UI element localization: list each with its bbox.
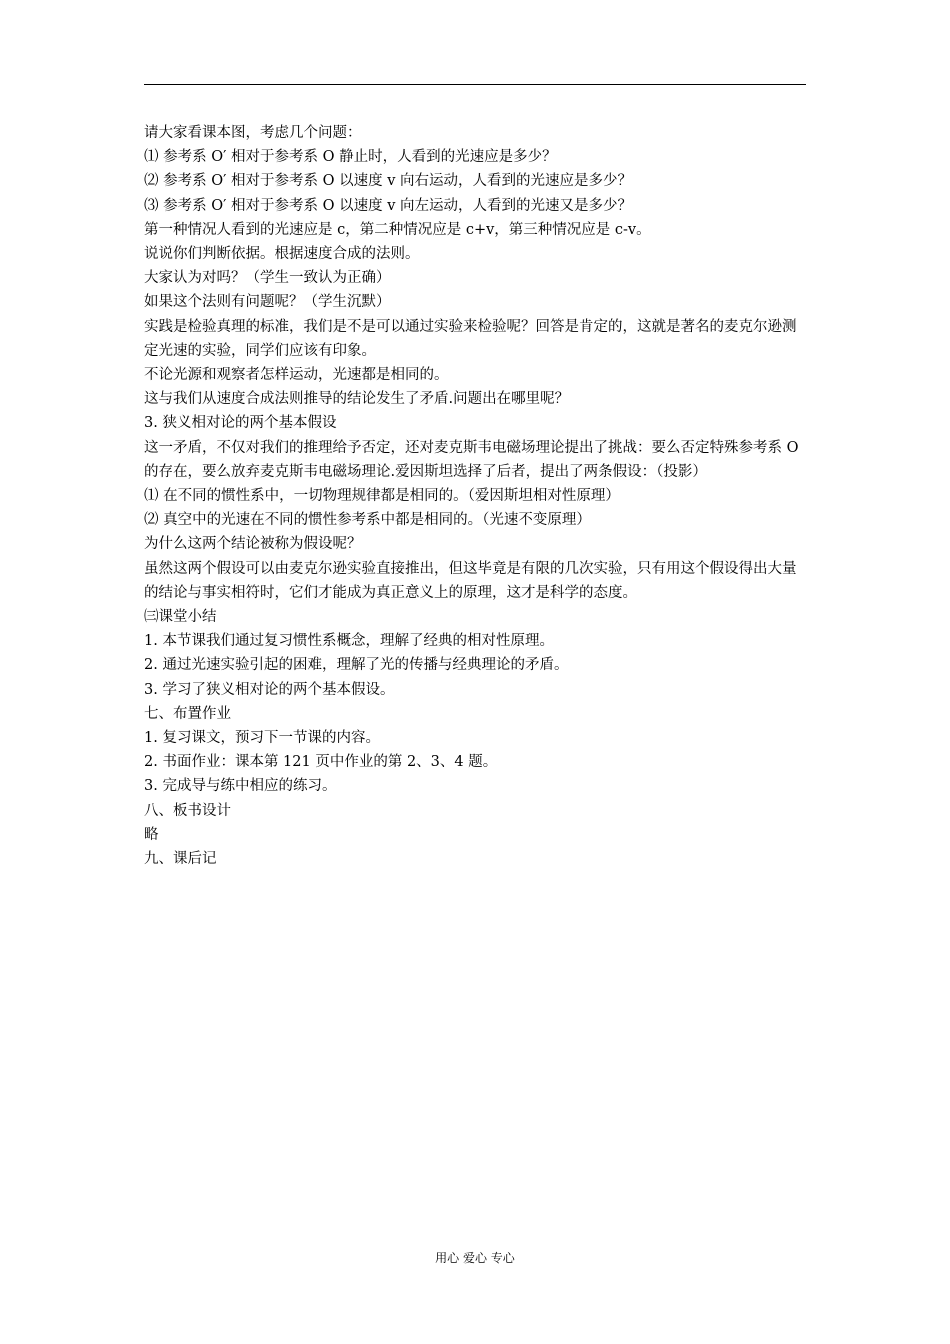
homework-item-1: 1. 复习课文，预习下一节课的内容。: [144, 730, 380, 747]
homework-heading: 七、布置作业: [144, 705, 231, 722]
summary-heading: ㈢课堂小结: [144, 609, 217, 626]
agree-question: 大家认为对吗？（学生一致认为正确）: [144, 270, 391, 287]
section-heading-3: 3. 狭义相对论的两个基本假设: [144, 415, 337, 432]
scientific-attitude-paragraph: 虽然这两个假设可以由麦克尔逊实验直接推出，但这毕竟是有限的几次实验，只有用这个假设得出大量的结论与事实相符时，它们才能成为真正意义上的原理，这才是科学的态度。: [144, 560, 797, 601]
summary-item-3: 3. 学习了狭义相对论的两个基本假设。: [144, 681, 395, 698]
homework-item-2: 2. 书面作业：课本第 121 页中作业的第 2、3、4 题。: [144, 754, 498, 771]
einstein-paragraph: 这一矛盾，不仅对我们的推理给予否定，还对麦克斯韦电磁场理论提出了挑战：要么否定特殊参考系 O 的存在，要么放弃麦克斯韦电磁场理论.爱因斯坦选择了后者，提出了两条假设：（投影）: [144, 439, 799, 480]
why-hypothesis-question: 为什么这两个结论被称为假设呢？: [144, 536, 362, 553]
constant-speed-paragraph: 不论光源和观察者怎样运动，光速都是相同的。: [144, 367, 449, 384]
post-class-notes-heading: 九、课后记: [144, 851, 217, 868]
homework-item-3: 3. 完成导与练中相应的练习。: [144, 778, 337, 795]
board-design-heading: 八、板书设计: [144, 802, 231, 819]
question-2: ⑵ 参考系 O′ 相对于参考系 O 以速度 v 向右运动，人看到的光速应是多少？: [144, 173, 633, 190]
paragraph-intro: 请大家看课本图，考虑几个问题：: [144, 125, 362, 141]
basis-paragraph: 说说你们判断依据。根据速度合成的法则。: [144, 246, 420, 263]
header-rule: [144, 84, 806, 85]
document-body: [144, 121, 808, 871]
question-3: ⑶ 参考系 O′ 相对于参考系 O 以速度 v 向左运动，人看到的光速又是多少？: [144, 197, 633, 214]
answer-paragraph: 第一种情况人看到的光速应是 c，第二种情况应是 c+v，第三种情况应是 c-v。: [144, 221, 651, 238]
experiment-paragraph: 实践是检验真理的标准，我们是不是可以通过实验来检验呢？回答是肯定的，这就是著名的麦克尔逊测定光速的实验，同学们应该有印象。: [144, 318, 797, 359]
contradiction-paragraph: 这与我们从速度合成法则推导的结论发生了矛盾.问题出在哪里呢？: [144, 391, 570, 408]
question-1: ⑴ 参考系 O′ 相对于参考系 O 静止时，人看到的光速应是多少？: [144, 149, 557, 166]
problem-question: 如果这个法则有问题呢？（学生沉默）: [144, 294, 391, 311]
page-footer: 用心 爱心 专心: [435, 1251, 515, 1265]
summary-item-1: 1. 本节课我们通过复习惯性系概念，理解了经典的相对性原理。: [144, 633, 554, 650]
summary-item-2: 2. 通过光速实验引起的困难，理解了光的传播与经典理论的矛盾。: [144, 657, 569, 674]
board-design-content: 略: [144, 826, 159, 843]
postulate-2: ⑵ 真空中的光速在不同的惯性参考系中都是相同的。（光速不变原理）: [144, 512, 591, 529]
postulate-1: ⑴ 在不同的惯性系中，一切物理规律都是相同的。（爱因斯坦相对性原理）: [144, 488, 620, 505]
